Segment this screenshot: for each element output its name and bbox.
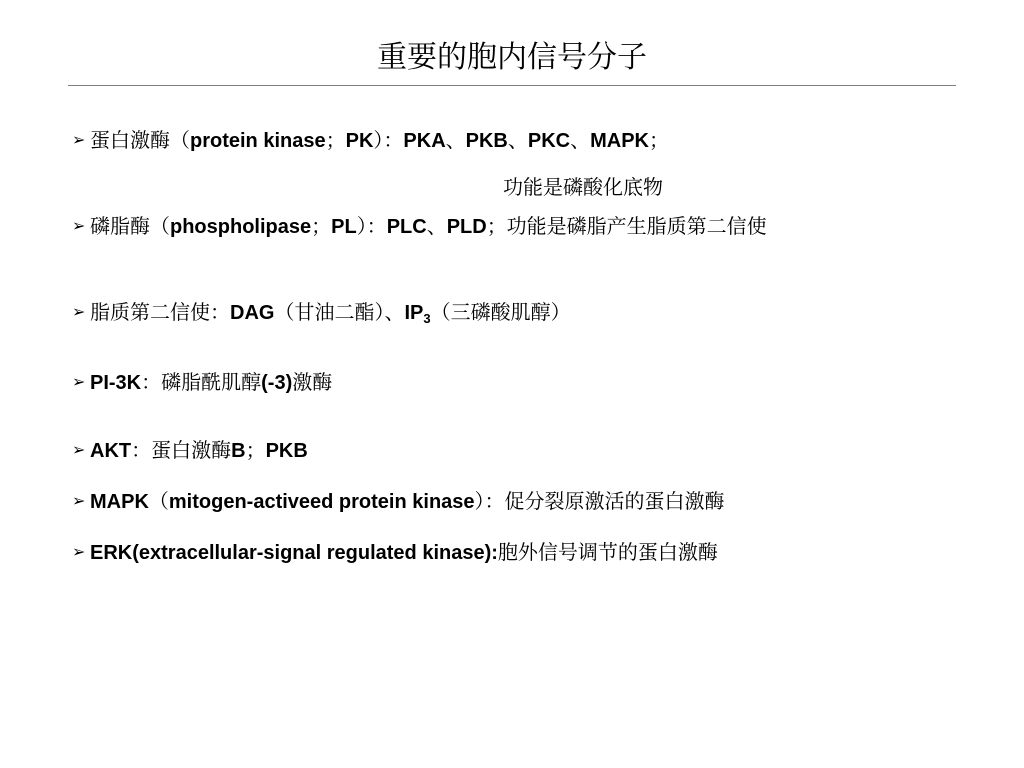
bullet-arrow-icon: ➢ <box>72 216 86 235</box>
item-text: PI-3K：磷脂酰肌醇(-3)激酶 <box>90 370 333 394</box>
item-text: AKT：蛋白激酶B；PKB <box>90 438 308 462</box>
bullet-arrow-icon: ➢ <box>72 130 86 149</box>
item-text: 蛋白激酶（protein kinase；PK）：PKA、PKB、PKC、MAPK； <box>90 128 669 152</box>
list-item-mapk <box>72 486 725 516</box>
item-text: 磷脂酶（phospholipase；PL）：PLC、PLD；功能是磷脂产生脂质第二信使 <box>90 214 767 238</box>
list-item-pi3k <box>72 367 332 397</box>
list-item-protein-kinase <box>72 125 669 155</box>
list-item-phospholipase <box>72 211 767 241</box>
list-item-lipid-second-messenger <box>72 297 571 327</box>
bullet-arrow-icon: ➢ <box>72 440 86 459</box>
item-text: 脂质第二信使：DAG（甘油二酯）、$IP_3$（三磷酸肌醇） <box>90 300 571 326</box>
item-continuation: 功能是磷酸化底物 <box>503 175 663 199</box>
bullet-arrow-icon: ➢ <box>72 542 86 561</box>
slide-title: 重要的胞内信号分子 <box>377 40 647 75</box>
item-text: MAPK（mitogen-activeed protein kinase）：促分裂原激活的蛋白激酶 <box>90 489 725 513</box>
item-text: ERK(extracellular-signal regulated kinase):胞外信号调节的蛋白激酶 <box>90 540 718 564</box>
bullet-arrow-icon: ➢ <box>72 302 86 321</box>
list-item-akt <box>72 435 308 465</box>
bullet-arrow-icon: ➢ <box>72 491 86 510</box>
list-item-erk <box>72 537 718 567</box>
bullet-arrow-icon: ➢ <box>72 372 86 391</box>
title-divider <box>68 85 956 86</box>
